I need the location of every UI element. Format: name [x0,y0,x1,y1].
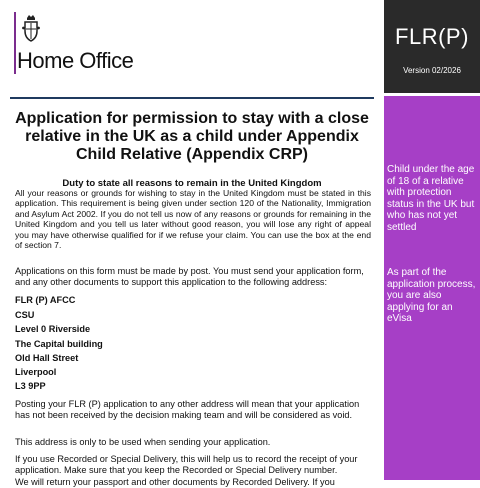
address-use-note: This address is only to be used when sending your application. [15,437,271,447]
header-divider [10,97,374,99]
sidebar [384,0,480,480]
return-documents-note: We will return your passport and other documents by Recorded Delivery. If you [15,477,335,487]
form-code: FLR(P) [395,24,469,49]
page-title: Application for permission to stay with a close relative in the UK as a child under Appendix Child Relative (Appendix CRP) [15,110,369,163]
posting-warning: Posting your FLR (P) application to any other address will mean that your application has not been received by the decision making team and will be considered as void. [15,399,360,421]
sidebar-note-eligibility: Child under the age of 18 of a relative with protection status in the UK but who has not yet settled [387,164,475,233]
address-line: Liverpool [15,367,57,377]
address-line: Old Hall Street [15,353,79,363]
sidebar-note-evisa: As part of the application process, you are also applying for an eVisa [387,267,476,324]
address-line: The Capital building [15,339,103,349]
address-line: CSU [15,310,35,320]
address-line: L3 9PP [15,381,46,391]
address-line: FLR (P) AFCC [15,295,76,305]
org-name: Home Office [17,48,134,73]
duty-text: All your reasons or grounds for wishing to stay in the United Kingdom must be stated in this application. This requirement is being given under section 120 of the Nationality, Immigration and Asylum Act 2002. If you do not tell us now of any reasons or grounds for remaining in the United Kingdom and you tell us later without good reason, you will lose any right of appeal you may have otherwise qualified for if we refuse your claim. You can use the box at the end of section 7. [15,188,371,251]
header-accent-rule [14,12,16,74]
form-code-box [384,0,480,96]
version-label: Version 02/2026 [403,66,461,75]
recorded-delivery-note: If you use Recorded or Special Delivery, this will help us to record the receipt of your application. Make sure that you keep the Recorded or Special Delivery number. [15,454,358,476]
address-line: Level 0 Riverside [15,324,91,334]
duty-heading: Duty to state all reasons to remain in the United Kingdom [62,178,322,189]
royal-crest-icon [22,14,40,44]
intro-paragraph: Applications on this form must be made by post. You must send your application form, and any other documents to support this application to the following address: [15,266,364,288]
